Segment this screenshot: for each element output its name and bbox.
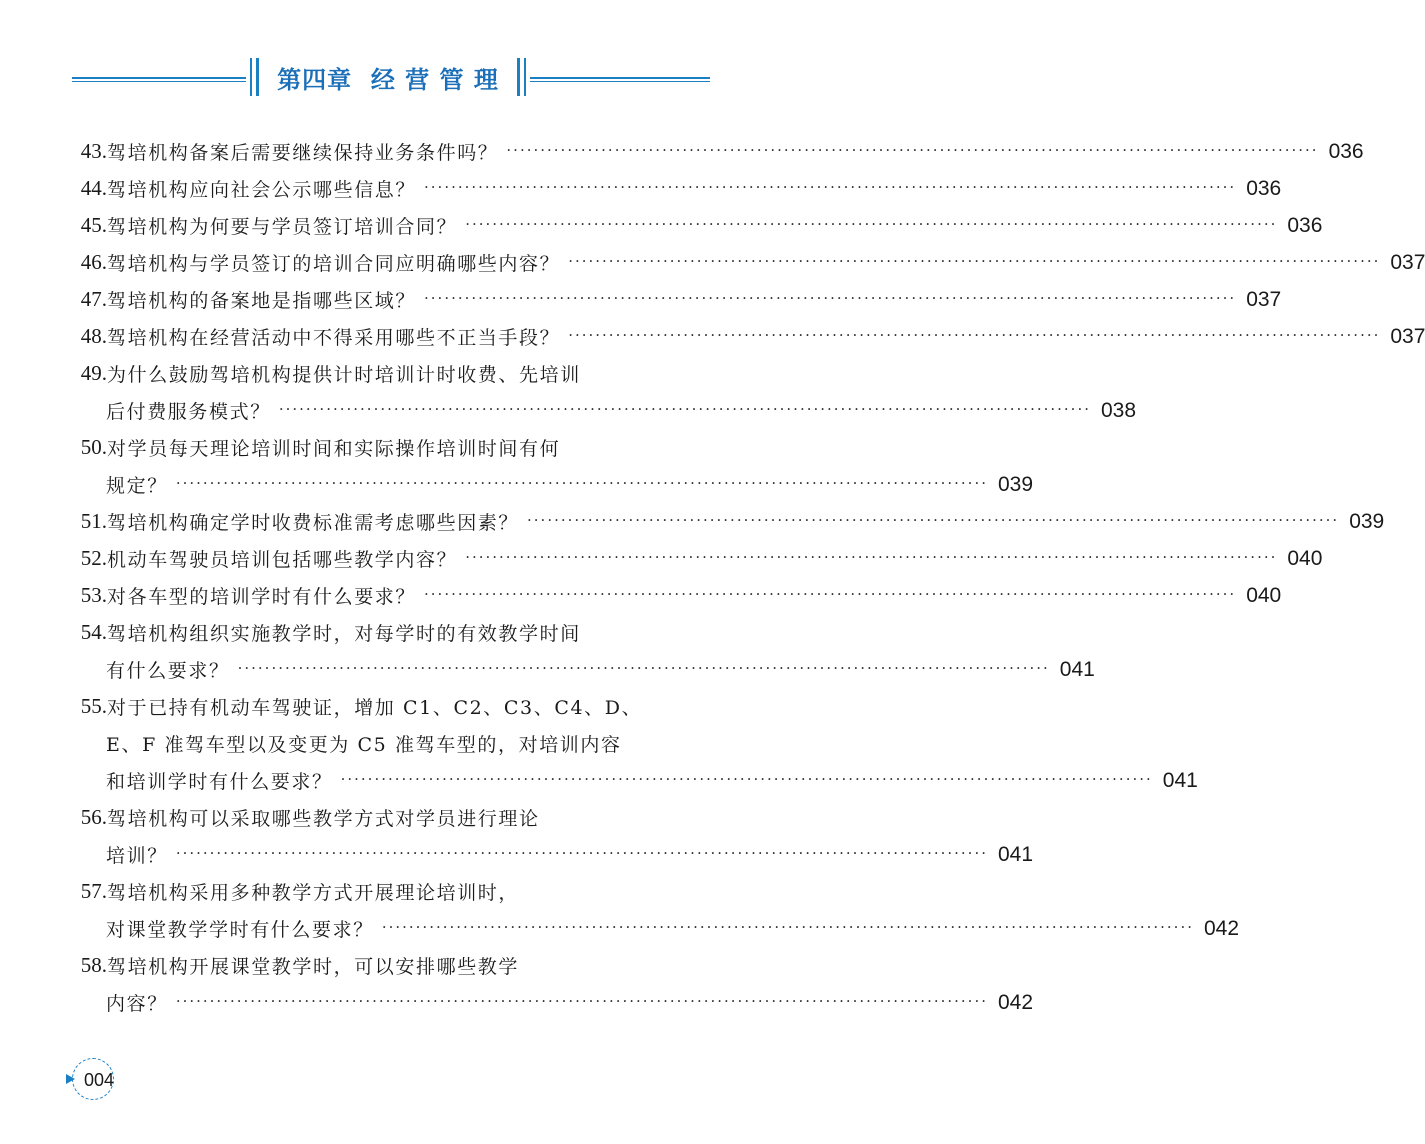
toc-entry-line	[68, 207, 1323, 244]
dot-leader: ························································································································	[424, 584, 1237, 603]
toc-entry-page: 039	[1349, 509, 1385, 533]
toc-entry-page: 037	[1390, 250, 1425, 274]
toc-entry-title-continued: 培训？	[106, 845, 168, 867]
toc-entry-title: 为什么鼓励驾培机构提供计时培训计时收费、先培训	[107, 364, 581, 386]
toc-entry[interactable]	[68, 688, 1198, 799]
toc-entry-line	[68, 133, 1364, 170]
toc-entry-line	[68, 318, 1425, 355]
toc-entry-line	[68, 873, 712, 910]
toc-entry-number: 54.	[80, 620, 107, 644]
toc-entry-title-continued: 有什么要求？	[106, 660, 230, 682]
toc-entry-title: 驾培机构确定学时收费标准需考虑哪些因素？	[107, 512, 520, 534]
toc-entry-line	[68, 947, 712, 984]
toc-entry-number: 48.	[80, 324, 107, 348]
toc-entry-title-continued: 和培训学时有什么要求？	[106, 771, 333, 793]
toc-entry[interactable]	[68, 355, 1137, 429]
toc-entry[interactable]	[68, 170, 1282, 207]
page-number: 004	[84, 1070, 115, 1090]
header-rule-left-thin	[72, 81, 246, 82]
toc-entry-page: 041	[1162, 768, 1198, 792]
toc-entry-page: 042	[1203, 916, 1240, 940]
toc-entry-title: 对学员每天理论培训时间和实际操作培训时间有何	[107, 438, 561, 460]
toc-entry-number: 44.	[80, 176, 107, 200]
toc-entry[interactable]	[68, 503, 1385, 540]
toc-entry-title-continued: 后付费服务模式？	[106, 401, 271, 423]
dot-leader: ························································································································	[465, 547, 1278, 566]
chapter-header	[72, 58, 710, 98]
toc-entry-number: 53.	[80, 583, 107, 607]
toc-entry-page: 036	[1328, 139, 1364, 163]
toc-entry-line	[68, 281, 1282, 318]
toc-entry-line	[68, 614, 712, 651]
toc-entry-title: 驾培机构采用多种教学方式开展理论培训时，	[107, 882, 520, 904]
dot-leader: ························································································································	[424, 288, 1237, 307]
toc-entry-title: 对于已持有机动车驾驶证，增加 C1、C2、C3、C4、D、	[107, 697, 643, 719]
toc-entry-line	[68, 651, 1095, 688]
toc-entry-line	[68, 429, 712, 466]
toc-entry-title: 驾培机构在经营活动中不得采用哪些不正当手段？	[107, 327, 561, 349]
toc-entry-title: 驾培机构为何要与学员签订培训合同？	[107, 216, 458, 238]
toc-entry-line	[68, 910, 1240, 947]
toc-entry[interactable]	[68, 799, 1034, 873]
toc-entry-number: 57.	[80, 879, 107, 903]
toc-entry-title: 驾培机构可以采取哪些教学方式对学员进行理论	[107, 808, 540, 830]
toc-entry[interactable]	[68, 244, 1425, 281]
toc-entry-line	[68, 466, 1034, 503]
header-rule-right-thin	[530, 81, 710, 82]
header-rule-left	[72, 77, 246, 79]
toc-entry-number: 49.	[80, 361, 107, 385]
toc-entry-title-continued: E、F 准驾车型以及变更为 C5 准驾车型的，对培训内容	[106, 734, 622, 756]
toc-entry-line	[68, 540, 1323, 577]
toc-entry[interactable]	[68, 281, 1282, 318]
toc-entry-number: 58.	[80, 953, 107, 977]
toc-entry-number: 47.	[80, 287, 107, 311]
toc-entry-line	[68, 170, 1282, 207]
toc-entry-page: 038	[1100, 398, 1137, 422]
toc-entry-number: 50.	[80, 435, 107, 459]
toc-entry-title: 驾培机构应向社会公示哪些信息？	[107, 179, 417, 201]
toc-entry-page: 041	[1059, 657, 1095, 681]
dot-leader: ························································································································	[381, 917, 1194, 936]
toc-entry-page: 041	[997, 842, 1034, 866]
toc-entry-title: 驾培机构开展课堂教学时，可以安排哪些教学	[107, 956, 520, 978]
toc-entry-page: 036	[1287, 213, 1323, 237]
toc-entry[interactable]	[68, 540, 1323, 577]
toc-entry-page: 042	[997, 990, 1034, 1014]
toc-entry-number: 45.	[80, 213, 107, 237]
header-rule-right	[530, 77, 710, 79]
toc-entry-line	[68, 762, 1198, 799]
toc-entry-line	[68, 244, 1425, 281]
dot-leader: ························································································································	[175, 991, 988, 1010]
chapter-title: 第四章 经 营 管 理	[277, 64, 499, 94]
toc-entry-number: 51.	[80, 509, 107, 533]
toc-entry-page: 040	[1246, 583, 1282, 607]
toc-entry[interactable]	[68, 614, 1095, 688]
toc-entry[interactable]	[68, 318, 1425, 355]
toc-entry-line	[68, 688, 712, 725]
toc-entry-number: 43.	[80, 139, 107, 163]
toc-entry[interactable]	[68, 873, 1240, 947]
toc-entry-title: 驾培机构组织实施教学时，对每学时的有效教学时间	[107, 623, 581, 645]
arrow-icon	[66, 1074, 75, 1084]
toc-entry-title: 对各车型的培训学时有什么要求？	[107, 586, 417, 608]
toc-entry-page: 039	[997, 472, 1034, 496]
toc-entry-page: 037	[1390, 324, 1425, 348]
table-of-contents	[68, 133, 1425, 1021]
toc-entry[interactable]	[68, 207, 1323, 244]
toc-entry-title: 驾培机构与学员签订的培训合同应明确哪些内容？	[107, 253, 561, 275]
toc-entry-title: 驾培机构备案后需要继续保持业务条件吗？	[107, 142, 499, 164]
dot-leader: ························································································································	[527, 510, 1340, 529]
dot-leader: ························································································································	[506, 140, 1319, 159]
toc-entry-title-continued: 规定？	[106, 475, 168, 497]
toc-entry[interactable]	[68, 947, 1034, 1021]
toc-entry[interactable]	[68, 133, 1364, 170]
page-footer	[66, 1058, 126, 1102]
toc-entry-title-continued: 内容？	[106, 993, 168, 1015]
toc-entry-title: 驾培机构的备案地是指哪些区域？	[107, 290, 417, 312]
toc-entry-line	[68, 984, 1034, 1021]
toc-entry-line	[68, 577, 1282, 614]
toc-entry-page: 037	[1246, 287, 1282, 311]
toc-entry[interactable]	[68, 429, 1034, 503]
dot-leader: ························································································································	[175, 843, 988, 862]
dot-leader: ························································································································	[278, 399, 1091, 418]
dot-leader: ························································································································	[237, 658, 1050, 677]
toc-entry[interactable]	[68, 577, 1282, 614]
dot-leader: ························································································································	[340, 769, 1153, 788]
toc-entry-line	[68, 725, 712, 762]
toc-entry-line	[68, 392, 1137, 429]
toc-entry-line	[68, 503, 1385, 540]
toc-entry-line	[68, 799, 712, 836]
toc-entry-number: 46.	[80, 250, 107, 274]
toc-entry-title-continued: 对课堂教学学时有什么要求？	[106, 919, 374, 941]
toc-entry-number: 56.	[80, 805, 107, 829]
toc-entry-line	[68, 355, 712, 392]
toc-entry-title: 机动车驾驶员培训包括哪些教学内容？	[107, 549, 458, 571]
toc-entry-number: 55.	[80, 694, 107, 718]
toc-entry-page: 036	[1246, 176, 1282, 200]
toc-entry-number: 52.	[80, 546, 107, 570]
dot-leader: ························································································································	[568, 325, 1381, 344]
toc-entry-line	[68, 836, 1034, 873]
dot-leader: ························································································································	[175, 473, 988, 492]
toc-entry-page: 040	[1287, 546, 1323, 570]
dot-leader: ························································································································	[568, 251, 1381, 270]
dot-leader: ························································································································	[465, 214, 1278, 233]
chapter-title-box	[256, 58, 520, 96]
dot-leader: ························································································································	[424, 177, 1237, 196]
